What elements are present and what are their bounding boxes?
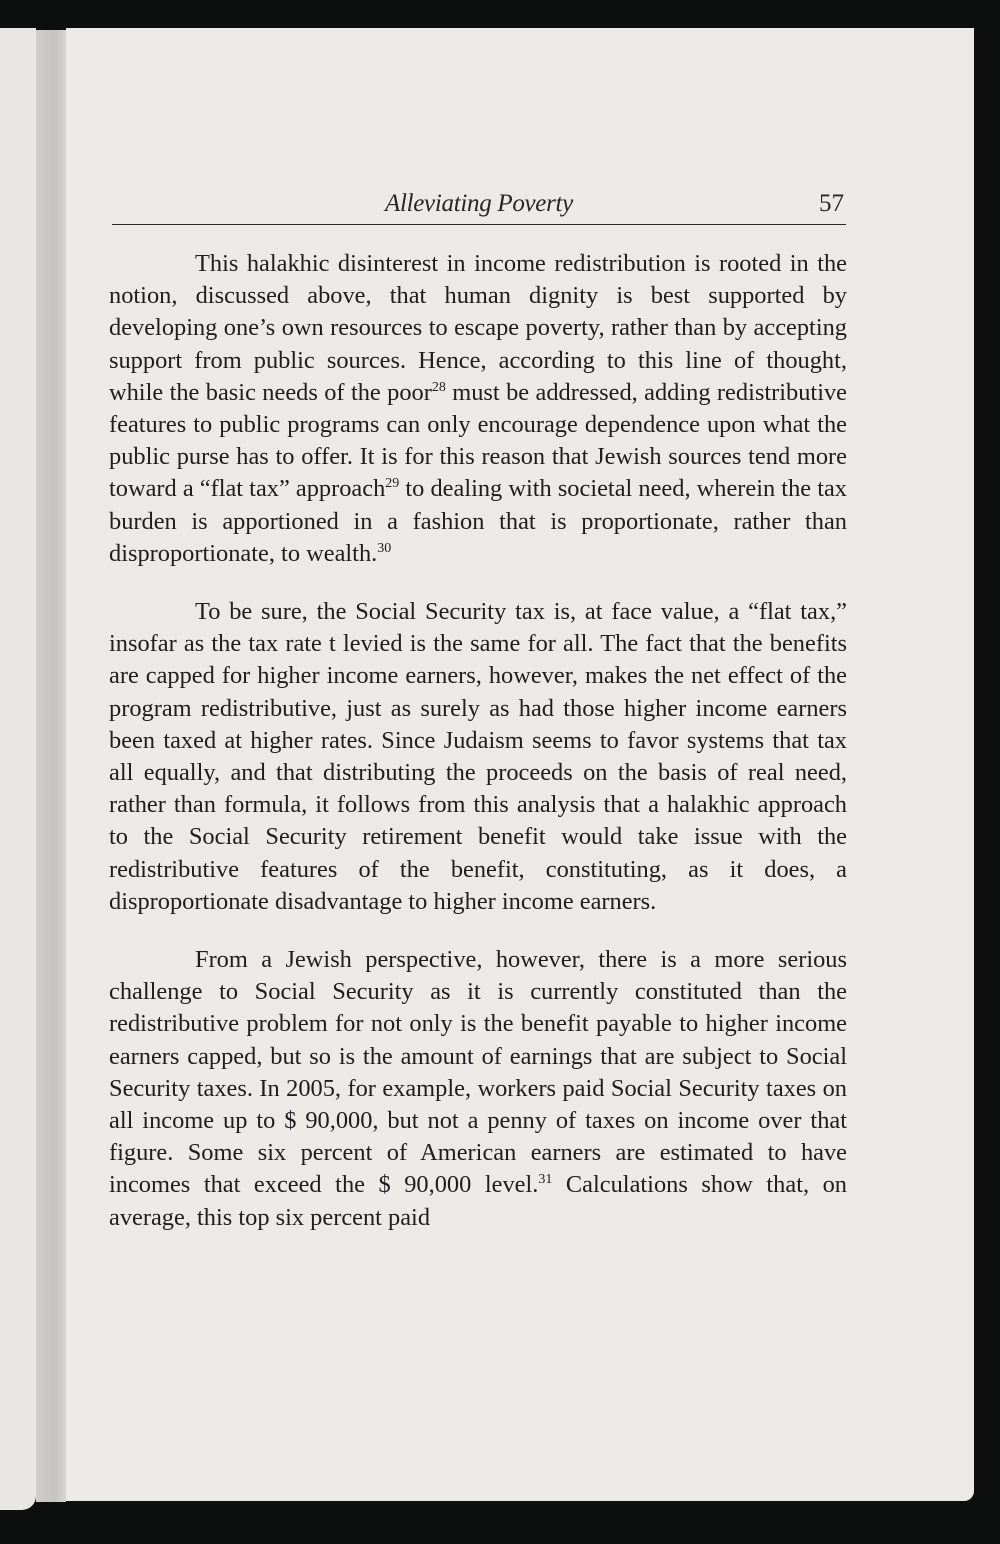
page-header [112,188,846,225]
facing-page-edge [0,28,36,1510]
text-run: must be addressed, adding redistributive features to public programs can only encourage dependence upon what the public purse has to offer. It is for this reason that Jewish sources tend more toward a “flat tax” approach [109,378,847,503]
paragraph-3 [109,944,847,1234]
book-gutter [36,30,66,1502]
running-head: Alleviating Poverty [385,190,573,217]
body-text [109,248,847,1260]
text-run: to dealing with societal need, wherein the tax burden is apportioned in a fashion that is proportionate, rather than disproportionate, to wealth. [109,475,847,567]
footnote-ref: 28 [431,379,446,395]
paragraph-1 [109,248,847,570]
text-run: Calculations show that, on average, this top six percent paid [109,1171,848,1231]
text-run: This halakhic disinterest in income redistribution is rooted in the notion, discussed above, that human dignity is best supported by developing one’s own resources to escape poverty, rather than by accepting support from public sources. Hence, according to this line of thought, while the basic needs of the poor [109,250,847,406]
text-run: To be sure, the Social Security tax is, at face value, a “flat tax,” insofar as the tax rate t levied is the same for all. The fact that the benefits are capped for higher income earners, however, makes the net effect of the program redistributive, just as surely as had those higher income earners been taxed at higher rates. Since Judaism seems to favor systems that tax all equally, and that distributing the proceeds on the basis of real need, rather than formula, it follows from this analysis that a halakhic approach to the Social Security retirement benefit would take issue with the redistributive features of the benefit, constituting, as it does, a disproportionate disadvantage to higher income earners. [109,598,847,915]
footnote-ref: 30 [377,540,392,556]
book-page [66,28,974,1501]
footnote-ref: 31 [538,1172,553,1188]
paragraph-2 [109,596,847,918]
page-number: 57 [819,190,844,217]
text-run: From a Jewish perspective, however, there is a more serious challenge to Social Security as it is currently constituted than the redistributive problem for not only is the benefit payable to higher income earners capped, but so is the amount of earnings that are subject to Social Security taxes. In 2005, for example, workers paid Social Security taxes on all income up to $ 90,000, but not a penny of taxes on income over that figure. Some six percent of American earners are estimated to have incomes that exceed the $ 90,000 level. [109,946,847,1199]
footnote-ref: 29 [385,476,400,492]
